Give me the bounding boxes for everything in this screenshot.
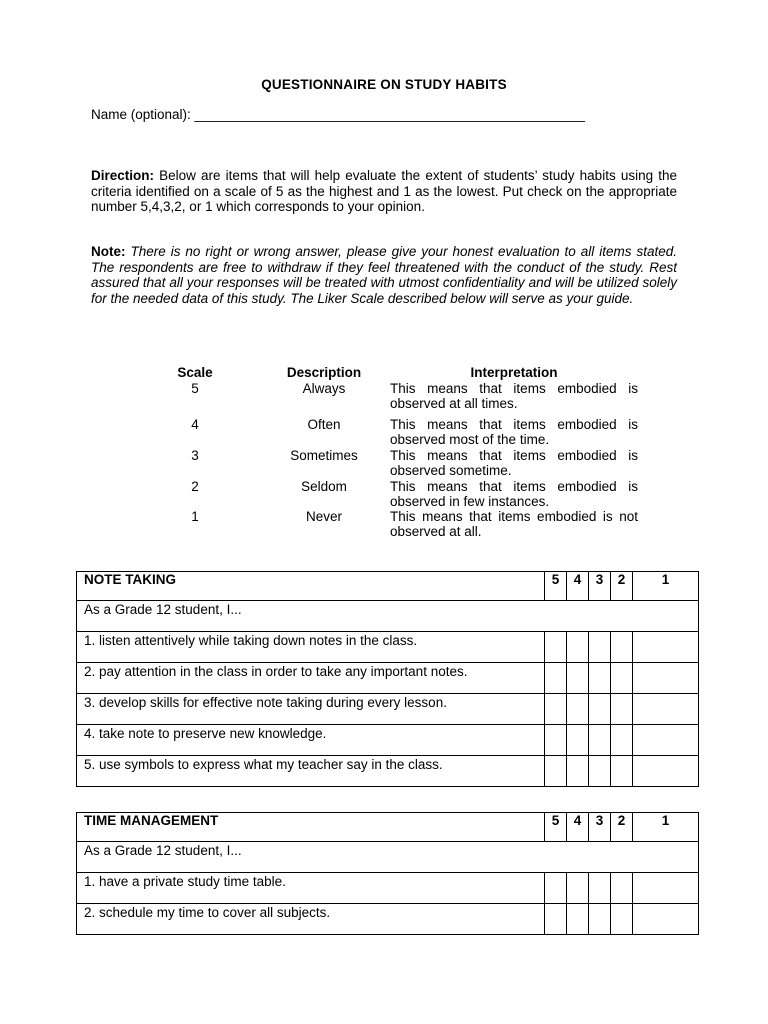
- rating-cell-4[interactable]: [567, 904, 589, 935]
- name-blank-line[interactable]: ____________________________________________________: [194, 107, 585, 122]
- scale-value: 3: [191, 448, 199, 463]
- table-row: [77, 632, 699, 663]
- rating-header-2: 2: [611, 572, 633, 601]
- table-row: [77, 904, 699, 935]
- scale-description: Always: [302, 381, 346, 396]
- scale-interpretation: This means that items embodied is observed at all times.: [390, 381, 638, 412]
- note-taking-table: [76, 571, 699, 787]
- rating-cell-1[interactable]: [633, 725, 699, 756]
- rating-cell-1[interactable]: [633, 756, 699, 787]
- rating-cell-2[interactable]: [611, 694, 633, 725]
- item-text: 4. take note to preserve new knowledge.: [77, 725, 545, 756]
- rating-cell-3[interactable]: [589, 873, 611, 904]
- table-row: [77, 725, 699, 756]
- section-heading: TIME MANAGEMENT: [77, 813, 545, 842]
- rating-cell-3[interactable]: [589, 756, 611, 787]
- item-text: 5. use symbols to express what my teacher say in the class.: [77, 756, 545, 787]
- section-heading: NOTE TAKING: [77, 572, 545, 601]
- scale-description: Never: [305, 509, 342, 524]
- rating-cell-1[interactable]: [633, 632, 699, 663]
- rating-cell-5[interactable]: [545, 756, 567, 787]
- rating-cell-1[interactable]: [633, 694, 699, 725]
- rating-cell-5[interactable]: [545, 873, 567, 904]
- scale-description: Sometimes: [290, 448, 358, 463]
- rating-cell-2[interactable]: [611, 904, 633, 935]
- table-header-row: [77, 813, 699, 842]
- item-text: 3. develop skills for effective note taking during every lesson.: [77, 694, 545, 725]
- rating-cell-1[interactable]: [633, 663, 699, 694]
- rating-header-3: 3: [589, 572, 611, 601]
- description-header: Description: [286, 365, 362, 380]
- rating-cell-2[interactable]: [611, 725, 633, 756]
- note-text: There is no right or wrong answer, please give your honest evaluation to all items stated. The respondents are free to withdraw if they feel threatened with the conduct of the study. Rest assured that all your responses will be treated with utmost confidentiality and will be utilized solely for the needed data of this study. The Liker Scale described below will serve as your guide.: [91, 244, 677, 306]
- name-field[interactable]: [91, 107, 585, 122]
- rating-cell-5[interactable]: [545, 725, 567, 756]
- item-text: 2. schedule my time to cover all subjects.: [77, 904, 545, 935]
- name-label: Name (optional):: [91, 107, 195, 122]
- rating-cell-2[interactable]: [611, 632, 633, 663]
- item-text: 2. pay attention in the class in order to take any important notes.: [77, 663, 545, 694]
- table-row: [77, 873, 699, 904]
- rating-cell-3[interactable]: [589, 904, 611, 935]
- intro-row: [77, 842, 699, 873]
- note-label: Note:: [91, 244, 126, 259]
- page-title: QUESTIONNAIRE ON STUDY HABITS: [261, 77, 507, 92]
- scale-value: 5: [191, 381, 199, 396]
- time-management-table: [76, 812, 699, 935]
- table-header-row: [77, 572, 699, 601]
- rating-cell-1[interactable]: [633, 904, 699, 935]
- scale-description: Seldom: [301, 479, 347, 494]
- rating-cell-4[interactable]: [567, 694, 589, 725]
- rating-cell-5[interactable]: [545, 694, 567, 725]
- rating-cell-2[interactable]: [611, 873, 633, 904]
- rating-header-1: 1: [633, 813, 699, 842]
- scale-value: 2: [191, 479, 199, 494]
- rating-cell-5[interactable]: [545, 904, 567, 935]
- rating-cell-4[interactable]: [567, 632, 589, 663]
- rating-header-5: 5: [545, 572, 567, 601]
- interpretation-header: Interpretation: [470, 365, 558, 380]
- scale-interpretation: This means that items embodied is observed most of the time.: [390, 417, 638, 448]
- note-paragraph: [91, 244, 677, 306]
- rating-cell-4[interactable]: [567, 873, 589, 904]
- scale-interpretation: This means that items embodied is not observed at all.: [390, 509, 638, 540]
- rating-cell-4[interactable]: [567, 756, 589, 787]
- rating-header-4: 4: [567, 572, 589, 601]
- item-text: 1. have a private study time table.: [77, 873, 545, 904]
- rating-cell-5[interactable]: [545, 663, 567, 694]
- scale-header: Scale: [177, 365, 213, 380]
- intro-text: As a Grade 12 student, I...: [77, 601, 699, 632]
- intro-text: As a Grade 12 student, I...: [77, 842, 699, 873]
- rating-cell-3[interactable]: [589, 632, 611, 663]
- table-row: [77, 756, 699, 787]
- table-row: [77, 663, 699, 694]
- rating-header-5: 5: [545, 813, 567, 842]
- rating-cell-3[interactable]: [589, 694, 611, 725]
- scale-value: 4: [191, 417, 199, 432]
- table-row: [77, 694, 699, 725]
- item-text: 1. listen attentively while taking down notes in the class.: [77, 632, 545, 663]
- direction-label: Direction:: [91, 168, 155, 183]
- rating-cell-4[interactable]: [567, 663, 589, 694]
- rating-header-3: 3: [589, 813, 611, 842]
- rating-header-2: 2: [611, 813, 633, 842]
- rating-cell-4[interactable]: [567, 725, 589, 756]
- scale-value: 1: [191, 509, 199, 524]
- rating-header-4: 4: [567, 813, 589, 842]
- rating-cell-2[interactable]: [611, 663, 633, 694]
- scale-interpretation: This means that items embodied is observed sometime.: [390, 448, 638, 479]
- intro-row: [77, 601, 699, 632]
- rating-cell-3[interactable]: [589, 663, 611, 694]
- scale-interpretation: This means that items embodied is observed in few instances.: [390, 479, 638, 510]
- rating-cell-2[interactable]: [611, 756, 633, 787]
- direction-text: Below are items that will help evaluate the extent of students’ study habits using the criteria identified on a scale of 5 as the highest and 1 as the lowest. Put check on the appropriate number 5,4,3,2, or 1 which corresponds to your opinion.: [91, 168, 677, 215]
- rating-cell-3[interactable]: [589, 725, 611, 756]
- rating-cell-5[interactable]: [545, 632, 567, 663]
- rating-cell-1[interactable]: [633, 873, 699, 904]
- rating-header-1: 1: [633, 572, 699, 601]
- scale-description: Often: [307, 417, 341, 432]
- direction-paragraph: [91, 168, 677, 215]
